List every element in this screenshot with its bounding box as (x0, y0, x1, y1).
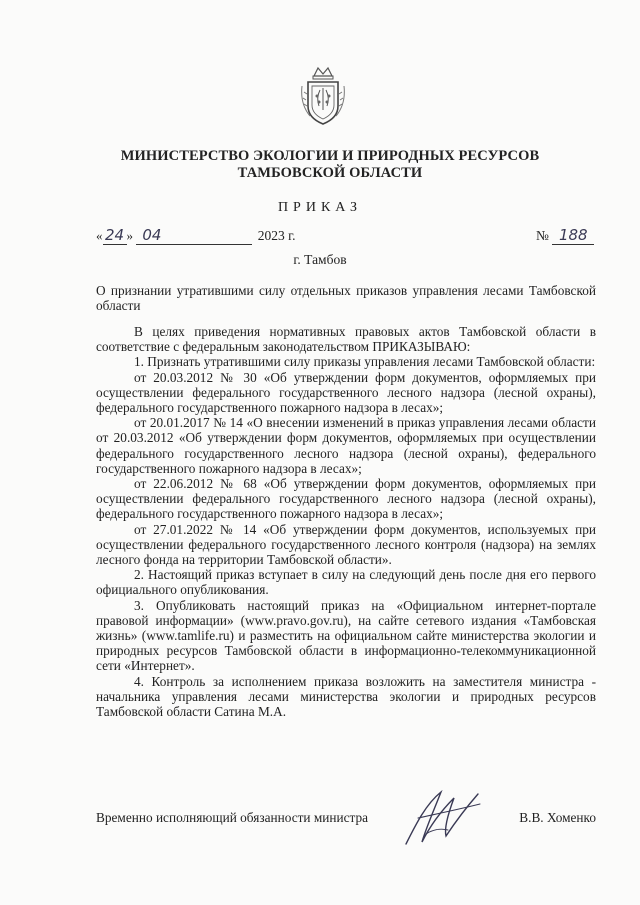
signatory-name: В.В. Хоменко (519, 810, 596, 825)
number-value: 188 (558, 226, 588, 244)
paragraph-preamble: В целях приведения нормативных правовых актов Тамбовской области в соответствие с федеральным законодательством ПРИКАЗЫВАЮ: (96, 324, 596, 355)
paragraph-item-3: 3. Опубликовать настоящий приказ на «Официальном интернет-портале правовой информации» (www.pravo.gov.ru), на сайте сетевого издания «Тамбовская жизнь» (www.tamlife.ru) и разместить на официальном сайте министерства экологии и природных ресурсов Тамбовской области в информационно-телекоммуникационной сети «Интернет». (96, 597, 596, 674)
ministry-line-1: МИНИСТЕРСТВО ЭКОЛОГИИ И ПРИРОДНЫХ РЕСУРСОВ (120, 148, 540, 164)
order-number (536, 226, 594, 245)
paragraph-item-1: 1. Признать утратившими силу приказы управления лесами Тамбовской области: (134, 354, 596, 370)
ministry-name (60, 148, 600, 182)
paragraph-item-4: 4. Контроль за исполнением приказа возложить на заместителя министра - начальника управления лесами министерства экологии и природных ресурсов Тамбовской области Сатина М.А. (96, 673, 596, 720)
paragraph-item-1-order-a: от 20.03.2012 № 30 «Об утверждении форм документов, оформляемых при осуществлении федерального государственного лесного надзора (лесной охраны), федерального государственного пожарного надзора в лесах»; (96, 369, 596, 416)
date-close-quote: » (126, 228, 133, 243)
date-month: 04 (142, 226, 162, 244)
date-open-quote: « (96, 228, 103, 243)
document-type: ПРИКАЗ (277, 200, 363, 215)
handwritten-signature (396, 784, 486, 850)
city: г. Тамбов (293, 252, 347, 267)
paragraph-item-1-order-d: от 27.01.2022 № 14 «Об утверждении форм документов, используемых при осуществлении федерального государственного лесного контроля (надзора) на землях лесного фонда на территории Тамбовской области». (96, 521, 596, 568)
signatory-title: Временно исполняющий обязанности министра (96, 810, 369, 825)
number-prefix: № (536, 228, 549, 243)
date-year: 2023 г. (257, 228, 296, 243)
order-date (96, 226, 296, 248)
date-day: 24 (104, 226, 125, 244)
coat-of-arms-icon (300, 66, 346, 128)
order-subject: О признании утратившими силу отдельных приказов управления лесами Тамбовской области (96, 283, 596, 313)
signature-block (96, 810, 596, 830)
order-body (96, 324, 596, 719)
paragraph-item-2: 2. Настоящий приказ вступает в силу на следующий день после дня его первого официального опубликования. (96, 567, 596, 598)
paragraph-item-1-order-c: от 22.06.2012 № 68 «Об утверждении форм документов, оформляемых при осуществлении федерального государственного лесного надзора (лесной охраны), федерального государственного пожарного надзора в лесах»; (96, 476, 596, 522)
ministry-line-2: ТАМБОВСКОЙ ОБЛАСТИ (237, 165, 423, 181)
paragraph-item-1-order-b: от 20.01.2017 № 14 «О внесении изменений в приказ управления лесами области от 20.03.2012 «Об утверждении форм документов, оформляемых при осуществлении федерального государственного лесного надзора (лесной охраны), федерального государственного пожарного надзора в лесах»; (96, 415, 596, 476)
